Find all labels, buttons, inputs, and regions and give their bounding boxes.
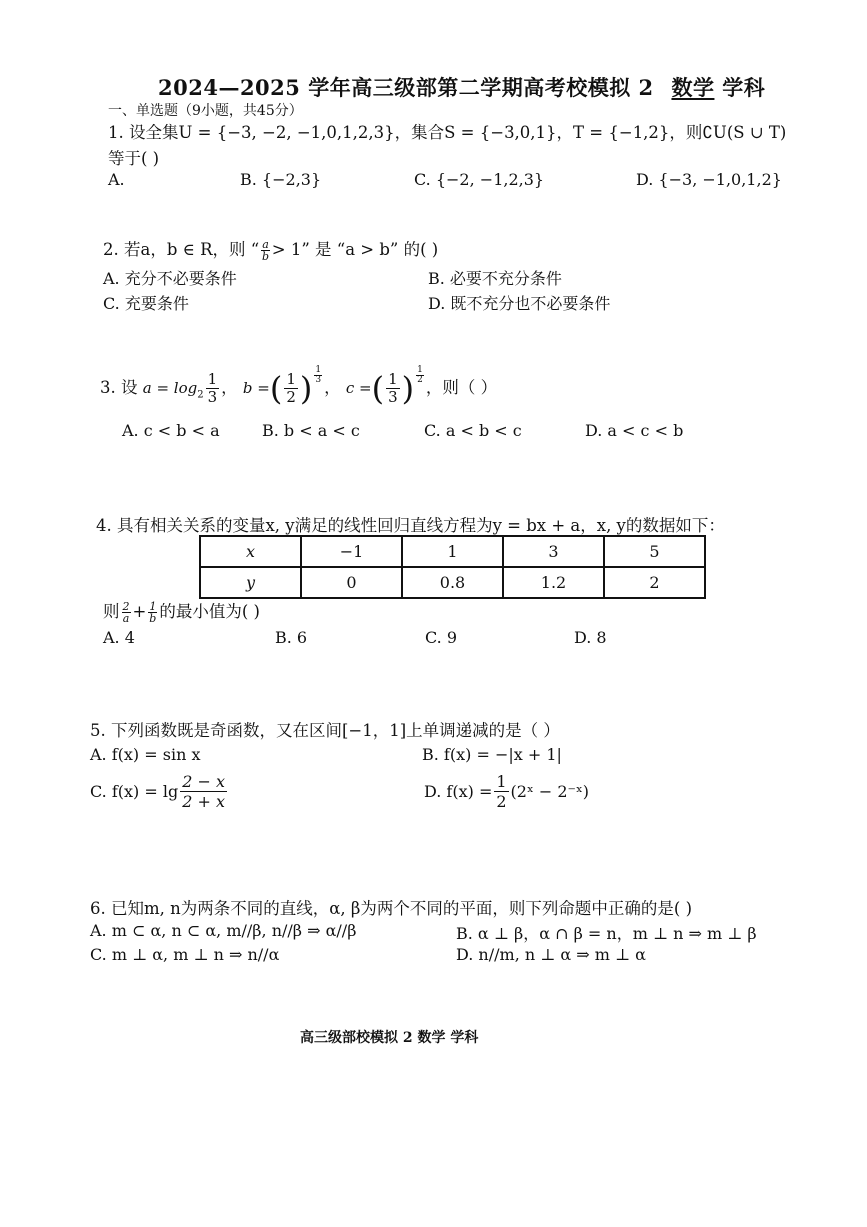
- question-1-option-a: A.: [108, 170, 125, 189]
- question-5-option-a: A. f(x) = sin x: [90, 745, 201, 764]
- question-5-option-d-den: 2: [496, 792, 507, 811]
- question-3-c-exp-den: 2: [417, 375, 423, 385]
- question-3-b-den: 2: [286, 388, 296, 406]
- table-cell: 2: [604, 567, 705, 598]
- question-5-option-c-num: 2 − x: [182, 772, 225, 791]
- question-3-stem: 3. 设 $a = \log_2$ $\frac{1}{3}$ ， b =( $\frac{1}{2}$ ) $\frac{1}{3}$ ， c =( $\frac{1}{3}$ ) $\frac{1}{2}$ ，则（ ）: [100, 365, 498, 408]
- question-6-option-a: A. m ⊂ α, n ⊂ α, m//β, n//β ⇒ α//β: [90, 921, 357, 940]
- question-4-frac-2: [148, 601, 157, 624]
- question-4-f1-num: 2: [122, 600, 130, 613]
- question-4-after-post: 的最小值为( ): [159, 602, 260, 621]
- question-5-option-c-frac: [180, 772, 227, 811]
- table-row: [200, 567, 705, 598]
- question-3-c-exp-num: 1: [417, 365, 423, 375]
- question-3-b-frac: [284, 371, 298, 406]
- question-4-f2-num: 1: [149, 600, 157, 613]
- question-4-option-c: C. 9: [425, 628, 458, 647]
- question-4-option-b: B. 6: [275, 628, 308, 647]
- question-3-sep-2: ，: [324, 378, 341, 397]
- question-2-stem-post: > 1” 是 “a > b” 的( ): [271, 240, 439, 259]
- page-footer: 高三级部校模拟 2 数学 学科: [300, 1030, 479, 1046]
- question-3-c-frac: [386, 371, 400, 406]
- question-2-fraction: [261, 239, 270, 262]
- question-5-option-d-post: (2ˣ − 2⁻ˣ): [510, 782, 589, 801]
- question-6-option-c: C. m ⊥ α, m ⊥ n ⇒ n//α: [90, 945, 280, 964]
- table-row: [200, 536, 705, 567]
- question-1-option-d: D. {−3, −1,0,1,2}: [636, 170, 782, 189]
- page-title: [158, 72, 765, 102]
- question-2-option-d: D. 既不充分也不必要条件: [428, 294, 611, 313]
- question-5-option-c: [90, 772, 229, 811]
- question-1-stem-line1: 1. 设全集U = {−3, −2, −1,0,1,2,3}，集合S = {−3,0,1}，T = {−1,2}，则∁U(S ∪ T): [108, 123, 787, 142]
- question-6-option-b: B. α ⊥ β，α ∩ β = n，m ⊥ n ⇒ m ⊥ β: [456, 924, 757, 943]
- question-5-option-b: B. f(x) = −|x + 1|: [422, 745, 562, 764]
- title-subject: 数学: [671, 75, 715, 100]
- question-1-option-c: C. {−2, −1,2,3}: [414, 170, 545, 189]
- question-2-stem-pre: 2. 若a，b ∈ R，则 “: [103, 240, 260, 259]
- table-cell: 1: [402, 536, 503, 567]
- question-1-stem-line2: 等于( ): [108, 149, 160, 168]
- question-3-sep-1: ，: [221, 378, 238, 397]
- question-3-c-expr: c =: [345, 379, 372, 397]
- question-5-option-c-den: 2 + x: [182, 792, 225, 811]
- question-3-stem-pre: 3. 设: [100, 378, 138, 397]
- question-5-option-c-pre: C. f(x) = lg: [90, 782, 179, 801]
- table-cell: x: [200, 536, 301, 567]
- question-4-f2-den: b: [149, 612, 157, 625]
- question-3-b-exponent: [314, 366, 322, 385]
- question-3-b-num: 1: [286, 370, 296, 388]
- question-5-option-d: [424, 772, 589, 811]
- question-2-option-c: C. 充要条件: [103, 294, 189, 313]
- question-3-a-den: 3: [207, 388, 218, 406]
- question-5-option-d-pre: D. f(x) =: [424, 782, 493, 801]
- question-4-frac-1: [122, 601, 131, 624]
- question-3-option-c: C. a < b < c: [424, 421, 522, 440]
- table-cell: 0: [301, 567, 402, 598]
- section-heading: 一、单选题（9小题，共45分）: [108, 103, 303, 119]
- question-4-option-d: D. 8: [574, 628, 607, 647]
- question-4-after: [103, 598, 260, 624]
- question-4-after-pre: 则: [103, 602, 120, 621]
- question-6-stem: 6. 已知m, n为两条不同的直线，α, β为两个不同的平面，则下列命题中正确的是( ): [90, 899, 693, 918]
- question-3-b-exp-den: 3: [315, 375, 322, 385]
- question-2-option-b: B. 必要不充分条件: [428, 269, 562, 288]
- question-1-option-b: B. {−2,3}: [240, 170, 322, 189]
- question-4-option-a: A. 4: [103, 628, 135, 647]
- question-4-data-table: [199, 535, 706, 599]
- table-cell: 0.8: [402, 567, 503, 598]
- question-3-stem-post: ，则（ ）: [425, 378, 498, 397]
- table-cell: 3: [503, 536, 604, 567]
- question-3-a-num: 1: [207, 370, 218, 388]
- question-2-frac-num: a: [262, 238, 269, 251]
- question-3-b-exp-num: 1: [315, 365, 322, 375]
- title-main: 2024—2025 学年高三级部第二学期高考校模拟 2: [158, 75, 654, 100]
- question-2-option-a: A. 充分不必要条件: [103, 269, 237, 288]
- question-2-frac-den: b: [261, 250, 269, 263]
- question-3-b-expr: b =: [242, 379, 270, 397]
- question-3-a-expr: a = log: [142, 379, 198, 397]
- question-5-stem: 5. 下列函数既是奇函数，又在区间[−1，1]上单调递减的是（ ）: [90, 721, 560, 740]
- question-3-c-exponent: [416, 366, 424, 385]
- question-4-plus: +: [132, 602, 147, 621]
- question-4-f1-den: a: [122, 612, 130, 625]
- question-3-option-a: A. c < b < a: [122, 421, 220, 440]
- question-3-c-den: 3: [388, 388, 398, 406]
- table-cell: 1.2: [503, 567, 604, 598]
- question-6-option-d: D. n//m, n ⊥ α ⇒ m ⊥ α: [456, 945, 646, 964]
- question-3-option-d: D. a < c < b: [585, 421, 684, 440]
- question-3-c-num: 1: [388, 370, 398, 388]
- table-cell: y: [200, 567, 301, 598]
- table-cell: 5: [604, 536, 705, 567]
- question-2-stem: [103, 236, 438, 262]
- question-3-a-base: 2: [197, 389, 204, 401]
- question-5-option-d-frac: [494, 772, 508, 811]
- question-4-stem: 4. 具有相关关系的变量x, y满足的线性回归直线方程为y = bx + a，x, y的数据如下：: [96, 516, 725, 535]
- table-cell: −1: [301, 536, 402, 567]
- question-5-option-d-num: 1: [496, 772, 507, 791]
- title-suffix: 学科: [722, 75, 766, 100]
- question-3-option-b: B. b < a < c: [262, 421, 360, 440]
- question-3-a-frac: [206, 371, 220, 406]
